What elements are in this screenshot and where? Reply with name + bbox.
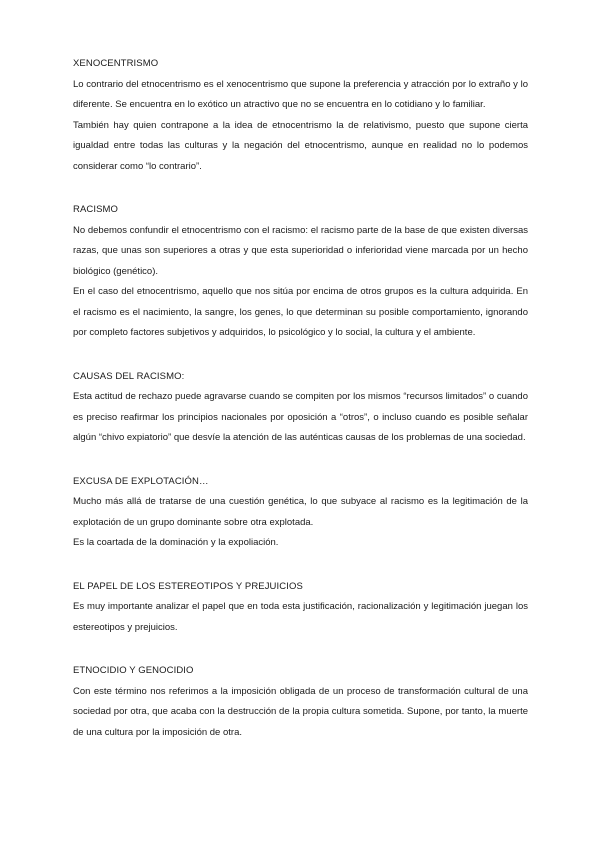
paragraph: No debemos confundir el etnocentrismo con el racismo: el racismo parte de la base de que existen diversas razas, que unas son superiores a otras y que esta superioridad o inferioridad viene marcada por un hecho biológico (genético). — [73, 224, 528, 277]
paragraph: Mucho más allá de tratarse de una cuestión genética, lo que subyace al racismo es la legitimación de la explotación de un grupo dominante sobre otra explotada. — [73, 496, 528, 528]
paragraph: Lo contrario del etnocentrismo es el xenocentrismo que supone la preferencia y atracción por lo extraño y lo diferente. Se encuentra en lo exótico un atractivo que no se encuentra en lo cotidiano y lo familiar. — [73, 78, 528, 110]
section-racismo — [73, 200, 528, 344]
section-xenocentrismo — [73, 54, 528, 177]
paragraph: También hay quien contrapone a la idea de etnocentrismo la de relativismo, puesto que supone cierta igualdad entre todas las culturas y la negación del etnocentrismo, aunque en realidad no lo podemos considerar como “lo contrario”. — [73, 119, 528, 172]
section-heading: RACISMO — [73, 204, 119, 215]
section-heading: CAUSAS DEL RACISMO: — [73, 370, 185, 382]
section-etnocidio-y-genocidio — [73, 661, 528, 743]
section-heading: EXCUSA DE EXPLOTACIÓN… — [73, 475, 209, 487]
paragraph: Con este término nos referimos a la imposición obligada de un proceso de transformación cultural de una sociedad por otra, que acaba con la destrucción de la propia cultura sometida. Supone, por tanto, la muerte de una cultura por la imposición de otra. — [73, 685, 528, 738]
section-heading: EL PAPEL DE LOS ESTEREOTIPOS Y PREJUICIOS — [73, 580, 303, 592]
document-page — [73, 54, 528, 766]
paragraph: Esta actitud de rechazo puede agravarse cuando se compiten por los mismos “recursos limitados” o cuando es preciso reafirmar los principios nacionales por oposición a “otros”, o incluso cuando es posible señalar algún “chivo expiatorio” que desvíe la atención de las auténticas causas de los problemas de una sociedad. — [73, 391, 528, 443]
section-excusa-de-explotacion — [73, 472, 528, 554]
paragraph: Es la coartada de la dominación y la expoliación. — [73, 537, 279, 548]
section-causas-del-racismo — [73, 367, 528, 449]
section-heading: ETNOCIDIO Y GENOCIDIO — [73, 665, 194, 676]
paragraph: En el caso del etnocentrismo, aquello que nos sitúa por encima de otros grupos es la cultura adquirida. En el racismo es el nacimiento, la sangre, los genes, lo que determinan su posible comportamiento, ignorando por completo factores subjetivos y adquiridos, lo psicológico y lo social, la cultura y el ambiente. — [73, 286, 528, 338]
section-estereotipos-y-prejuicios — [73, 577, 528, 639]
paragraph: Es muy importante analizar el papel que en toda esta justificación, racionalización y legitimación juegan los estereotipos y prejuicios. — [73, 601, 528, 633]
section-heading: XENOCENTRISMO — [73, 58, 159, 69]
